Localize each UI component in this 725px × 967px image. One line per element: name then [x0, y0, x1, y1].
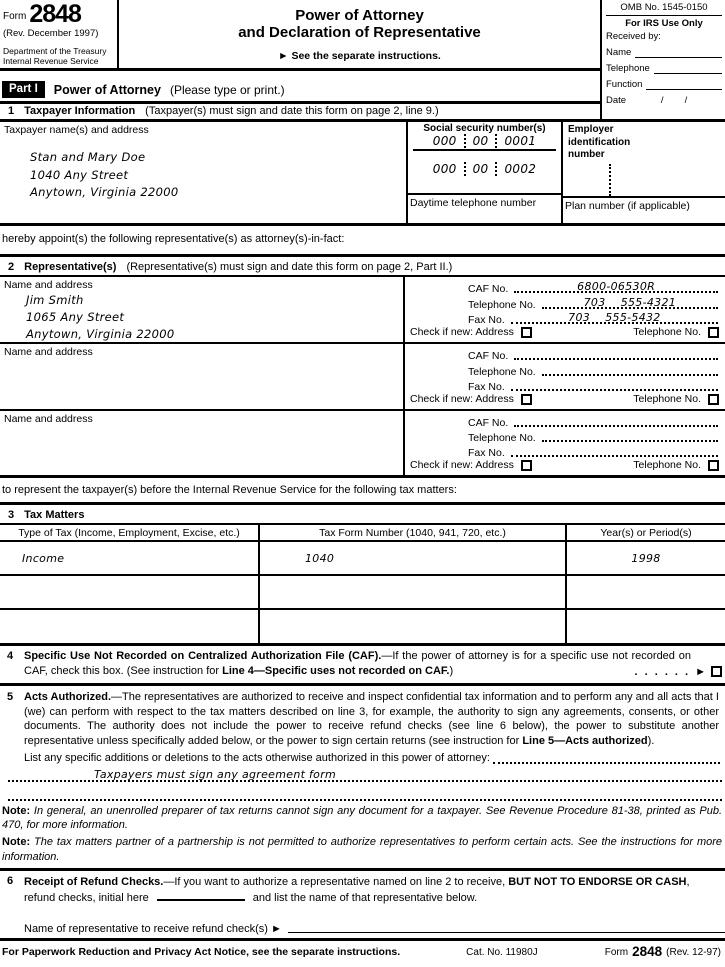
- form-title-line2: and Declaration of Representative: [238, 24, 481, 41]
- line1-header: [8, 105, 600, 117]
- line2-header: [0, 257, 725, 277]
- ssn2-group3: 0002: [495, 162, 543, 176]
- line4-heading: Specific Use Not Recorded on Centralized Authorization File (CAF).: [24, 650, 382, 662]
- line6-body2: , refund checks, initial here: [24, 875, 690, 904]
- hereby-appoint-text: hereby appoint(s) the following representative(s) as attorney(s)-in-fact:: [0, 226, 725, 257]
- ssn2-group2: 00: [464, 162, 496, 176]
- rep3-fax-label: Fax No.: [468, 447, 505, 459]
- rep2-new-address-checkbox[interactable]: [521, 394, 532, 405]
- ssn1-group3: 0001: [495, 134, 543, 148]
- form-title-block: [121, 0, 598, 70]
- form-title-line1: Power of Attorney: [295, 7, 424, 24]
- taxpayer-info-section: [0, 122, 725, 226]
- rep1-caf-label: CAF No.: [468, 283, 509, 296]
- irs-date-label: Date: [606, 95, 627, 106]
- tax-matters-row-3: [0, 610, 725, 643]
- arrow-icon: ►: [695, 665, 706, 678]
- irs-function-label: Function: [606, 79, 643, 90]
- rep3-new-phone-checkbox[interactable]: [708, 460, 719, 471]
- ein-dotted-rule: [609, 164, 611, 196]
- dotted-rule: [542, 364, 718, 376]
- rep1-check-phone-label: Telephone No.: [633, 326, 701, 338]
- rep1-name-address-label: Name and address: [4, 279, 93, 291]
- line5-number: 5: [7, 691, 14, 704]
- refund-representative-row: [0, 907, 725, 938]
- ssn1-group1: 000: [432, 134, 457, 148]
- omb-number: OMB No. 1545-0150: [606, 2, 722, 16]
- line5-body: —The representatives are authorized to receive and inspect confidential tax information and to perform any and all acts that I (we) can perform with respect to the tax matters described on line 3, for example, the authority to sign any agreements, consents, or other documents. The authority does not include the power to receive refund checks (see line 6 below), the power to substitute another representative unless specifically added below, or the power to sign certain returns (see instruction for: [24, 691, 719, 747]
- row1-form-value[interactable]: 1040: [260, 542, 567, 574]
- dotted-rule: [542, 297, 718, 309]
- daytime-phone-label: Daytime telephone number: [408, 193, 561, 223]
- rep2-fax-label: Fax No.: [468, 380, 505, 393]
- line6-number: 6: [7, 874, 14, 887]
- line5-list-label: List any specific additions or deletions to the acts otherwise authorized in this power of attorney:: [24, 752, 490, 765]
- row3-form-value[interactable]: [260, 610, 567, 643]
- representative-block-3: [0, 411, 725, 478]
- rep3-caf-label: CAF No.: [468, 417, 509, 429]
- line1-heading: Taxpayer Information: [24, 105, 136, 117]
- row1-period-value[interactable]: 1998: [631, 551, 661, 565]
- taxpayer-name-value[interactable]: Stan and Mary Doe: [30, 150, 146, 164]
- irs-use-only-title: For IRS Use Only: [625, 18, 703, 29]
- line4-bold-ref: Line 4—Specific uses not recorded on CAF.: [222, 664, 450, 677]
- rep1-fax-value[interactable]: 703 555-5432: [568, 310, 661, 324]
- ein-label: Employer identification number: [568, 124, 631, 160]
- line4-specific-use: [0, 646, 725, 686]
- taxpayer-name-address-cell: [0, 122, 408, 223]
- additions-line-1[interactable]: [8, 766, 722, 782]
- tax-matters-header-row: [0, 525, 725, 542]
- rep2-phone-label: Telephone No.: [468, 365, 536, 378]
- line2-heading: Representative(s): [24, 261, 117, 273]
- part1-title: Power of Attorney: [53, 82, 161, 97]
- form-number-block: [0, 0, 119, 70]
- note-unenrolled-preparer: [0, 801, 725, 833]
- form-header: [0, 0, 725, 122]
- line5-bold-ref: Line 5—Acts authorized: [522, 734, 648, 747]
- line1-number: 1: [8, 105, 15, 117]
- ssn-label: Social security number(s): [423, 123, 546, 134]
- part1-header: [2, 80, 600, 99]
- rep3-phone-label: Telephone No.: [468, 432, 536, 444]
- rep1-new-address-checkbox[interactable]: [521, 327, 532, 338]
- line1-heading-note: (Taxpayer(s) must sign and date this form on page 2, line 9.): [145, 105, 439, 117]
- dotted-rule: [511, 379, 718, 391]
- ssn-2-value[interactable]: [408, 162, 561, 176]
- line5-handwritten-entry: Taxpayers must sign any agreement form: [94, 768, 337, 782]
- row3-period-value[interactable]: [567, 610, 725, 643]
- rep1-phone-value[interactable]: 703 555-4321: [583, 295, 677, 309]
- rep1-fax-label: Fax No.: [468, 313, 505, 326]
- line3-header: [0, 505, 725, 525]
- rep3-new-address-checkbox[interactable]: [521, 460, 532, 471]
- form-number: 2848: [29, 0, 81, 28]
- row3-type-value[interactable]: [0, 610, 260, 643]
- note1-text: In general, an unenrolled preparer of tax returns cannot sign any document for a taxpayer. See Revenue Procedure 81-38, printed as Pub. 470, for more information.: [2, 804, 723, 831]
- irs-use-only-box: [600, 0, 725, 119]
- form-revision: (Rev. December 1997): [3, 28, 99, 40]
- rep1-street-value[interactable]: 1065 Any Street: [26, 310, 125, 324]
- agency-line-2: Internal Revenue Service: [3, 56, 99, 67]
- rep2-name-address-label: Name and address: [4, 346, 93, 358]
- line5-acts-authorized: [0, 686, 725, 801]
- rep3-name-address-label: Name and address: [4, 413, 93, 425]
- divider: [0, 119, 725, 122]
- dotted-rule: [514, 348, 718, 360]
- rep3-check-phone-label: Telephone No.: [633, 459, 701, 471]
- irs-function-field[interactable]: [646, 80, 722, 90]
- line6-bold-text: BUT NOT TO ENDORSE OR CASH: [508, 875, 687, 888]
- refund-representative-label: Name of representative to receive refund check(s) ►: [24, 922, 282, 935]
- dotted-rule: [542, 430, 718, 442]
- rep1-name-value[interactable]: Jim Smith: [26, 293, 84, 307]
- catalog-number: Cat. No. 11980J: [466, 946, 538, 958]
- dotted-rule: [514, 415, 718, 427]
- line4-text: —If the power of attorney is for a specific use not recorded on CAF, check this box. (See instruction for: [24, 650, 691, 677]
- rep2-new-phone-checkbox[interactable]: [708, 394, 719, 405]
- plan-number-label: Plan number (if applicable): [563, 196, 725, 223]
- line6-refund-checks: [0, 868, 725, 907]
- rep2-check-if-new-label: Check if new: Address: [410, 393, 514, 405]
- paperwork-notice: For Paperwork Reduction and Privacy Act Notice, see the separate instructions.: [2, 945, 401, 958]
- line2-number: 2: [8, 261, 15, 273]
- representative-block-2: [0, 344, 725, 411]
- taxpayer-street-value[interactable]: 1040 Any Street: [30, 167, 129, 182]
- col-years-periods: Year(s) or Period(s): [600, 526, 692, 539]
- ein-cell: [563, 122, 725, 223]
- rep1-caf-value[interactable]: 6800-06530R: [577, 280, 656, 294]
- rep2-check-phone-label: Telephone No.: [633, 393, 701, 405]
- line5-heading: Acts Authorized.: [24, 691, 112, 704]
- row1-type-value[interactable]: Income: [0, 542, 260, 574]
- part1-subtitle: (Please type or print.): [169, 82, 285, 97]
- tax-matters-row-1: [0, 542, 725, 576]
- row2-form-value[interactable]: [260, 576, 567, 608]
- divider: [0, 101, 600, 104]
- taxpayer-name-address-label: Taxpayer name(s) and address: [4, 124, 149, 136]
- ssn-1-value[interactable]: [413, 134, 556, 148]
- line3-number: 3: [8, 509, 15, 521]
- represent-text: to represent the taxpayer(s) before the Internal Revenue Service for the following tax matters:: [0, 478, 725, 505]
- form-word: Form: [3, 11, 27, 23]
- footer-form-ref: [604, 943, 721, 959]
- irs-date-field[interactable]: / /: [660, 95, 688, 106]
- irs-telephone-field[interactable]: [654, 64, 722, 74]
- line4-text-end: ): [449, 664, 454, 677]
- form-footer: [0, 938, 725, 958]
- irs-name-field[interactable]: [635, 48, 722, 58]
- line4-number: 4: [7, 650, 14, 662]
- dot-leader: . . . . . .: [634, 665, 691, 678]
- col-type-of-tax: Type of Tax (Income, Employment, Excise, etc.): [0, 525, 260, 540]
- taxpayer-city-value[interactable]: Anytown, Virginia 22000: [30, 185, 179, 199]
- line3-heading: Tax Matters: [24, 509, 85, 521]
- line4-specific-use-checkbox[interactable]: [711, 666, 722, 677]
- dotted-rule: [511, 312, 718, 324]
- dotted-rule: [511, 445, 718, 457]
- agency-line-1: Department of the Treasury: [3, 46, 107, 57]
- representative-block-1: [0, 277, 725, 344]
- note-tax-matters-partner: [0, 832, 725, 864]
- line6-heading: Receipt of Refund Checks.: [24, 875, 164, 888]
- rep1-new-phone-checkbox[interactable]: [708, 327, 719, 338]
- ssn2-group1: 000: [432, 162, 457, 176]
- line2-heading-note: (Representative(s) must sign and date this form on page 2, Part II.): [126, 261, 453, 273]
- tax-matters-table: [0, 525, 725, 646]
- footer-form-number: 2848: [632, 943, 663, 959]
- footer-form-revision: (Rev. 12-97): [666, 946, 721, 958]
- dotted-rule: [493, 754, 720, 764]
- received-by-label: Received by:: [606, 31, 661, 42]
- tax-matters-row-2: [0, 576, 725, 610]
- irs-telephone-label: Telephone: [606, 63, 650, 74]
- note2-text: The tax matters partner of a partnership is not permitted to authorize representatives to perform certain acts. See the instructions for more information.: [2, 836, 723, 863]
- part1-badge: Part I: [2, 81, 45, 98]
- col-tax-form-number: Tax Form Number (1040, 941, 720, etc.): [260, 525, 567, 540]
- rep1-phone-label: Telephone No.: [468, 298, 536, 311]
- irs-name-label: Name: [606, 47, 632, 58]
- rep1-check-if-new-label: Check if new: Address: [410, 326, 514, 338]
- note2-label: Note:: [2, 836, 31, 849]
- ssn-cell: [408, 122, 563, 223]
- divider: [0, 68, 600, 71]
- rep2-caf-label: CAF No.: [468, 350, 509, 363]
- ssn1-group2: 00: [464, 134, 496, 148]
- see-instructions-note: ► See the separate instructions.: [278, 50, 441, 62]
- row2-period-value[interactable]: [567, 576, 725, 608]
- refund-representative-field[interactable]: [288, 932, 725, 933]
- line6-body1: —If you want to authorize a representative named on line 2 to receive,: [163, 875, 509, 888]
- rep3-check-if-new-label: Check if new: Address: [410, 459, 514, 471]
- footer-form-word: Form: [604, 946, 629, 958]
- note1-label: Note:: [2, 804, 31, 817]
- additions-line-2[interactable]: [8, 782, 722, 801]
- line5-body-end: ).: [647, 734, 655, 747]
- line6-body3: and list the name of that representative below.: [252, 891, 478, 904]
- row2-type-value[interactable]: [0, 576, 260, 608]
- dotted-rule: [514, 281, 718, 293]
- initial-here-field[interactable]: [157, 891, 245, 901]
- rep1-city-value[interactable]: Anytown, Virginia 22000: [26, 327, 175, 341]
